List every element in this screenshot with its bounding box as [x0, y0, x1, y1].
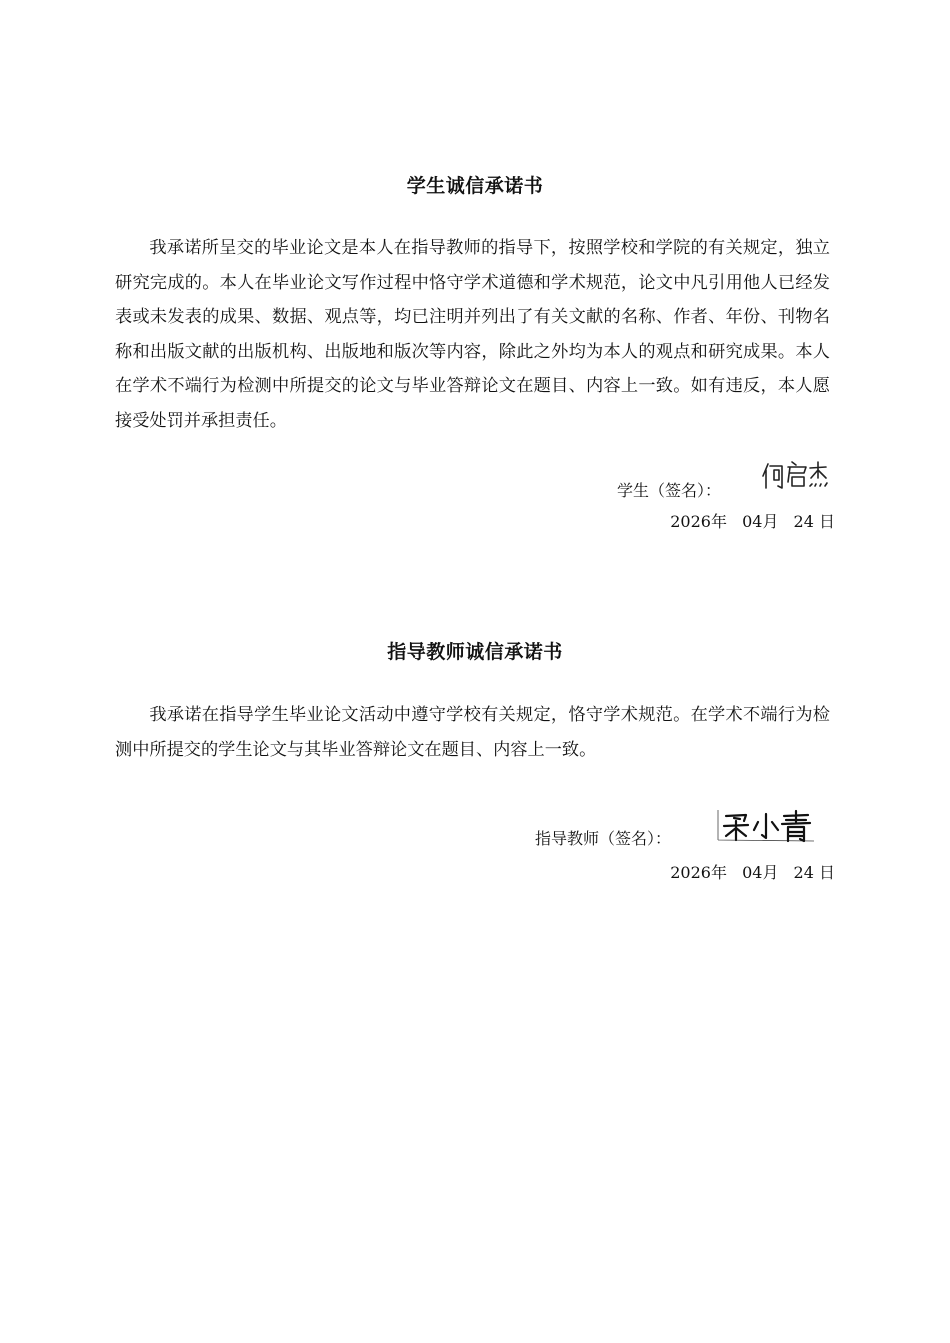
- student-handwritten-signature: [760, 458, 832, 492]
- advisor-date-month: 04月: [742, 863, 779, 882]
- advisor-date-year: 2026年: [670, 863, 727, 882]
- student-signature-label: 学生（签名）：: [617, 481, 722, 500]
- student-sign-date: [670, 509, 835, 532]
- student-date-month: 04月: [742, 512, 779, 531]
- advisor-sign-date: [670, 860, 835, 883]
- student-pledge-title: 学生诚信承诺书: [406, 175, 544, 197]
- advisor-pledge-title: 指导教师诚信承诺书: [387, 641, 563, 663]
- student-date-day: 24 日: [793, 512, 835, 531]
- student-date-year: 2026年: [670, 512, 727, 531]
- advisor-date-day: 24 日: [793, 863, 835, 882]
- advisor-pledge-paragraph: 我承诺在指导学生毕业论文活动中遵守学校有关规定，恪守学术规范。在学术不端行为检测中所提交的学生论文与其毕业答辩论文在题目、内容上一致。: [115, 705, 830, 760]
- advisor-handwritten-signature: [716, 808, 818, 846]
- advisor-signature-label: 指导教师（签名）：: [535, 829, 672, 848]
- student-pledge-paragraph: 我承诺所呈交的毕业论文是本人在指导教师的指导下，按照学校和学院的有关规定，独立研究完成的。本人在毕业论文写作过程中恪守学术道德和学术规范，论文中凡引用他人已经发表或未发表的成果、数据、观点等，均已注明并列出了有关文献的名称、作者、年份、刊物名称和出版文献的出版机构、出版地和版次等内容，除此之外均为本人的观点和研究成果。本人在学术不端行为检测中所提交的论文与毕业答辩论文在题目、内容上一致。如有违反，本人愿接受处罚并承担责任。: [115, 238, 830, 431]
